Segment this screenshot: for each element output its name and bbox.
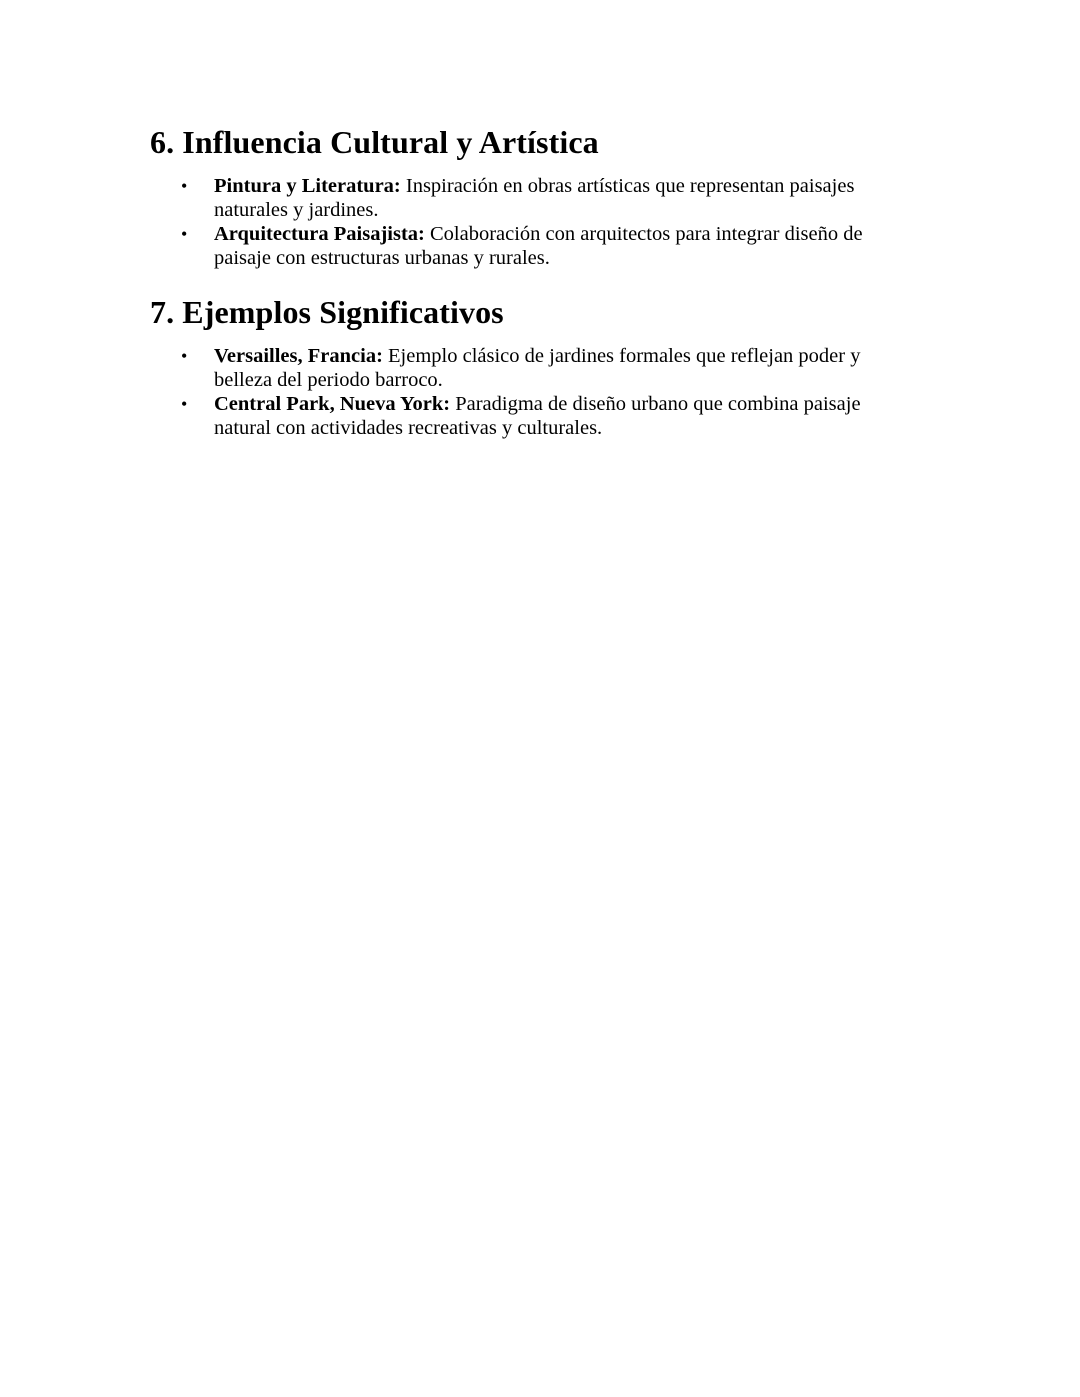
list-item <box>150 344 910 392</box>
document-page <box>150 120 910 460</box>
bullet-icon: • <box>181 176 188 196</box>
section-ejemplos-significativos <box>150 290 910 440</box>
list-item <box>150 174 910 222</box>
bullet-icon: • <box>181 346 188 366</box>
section-title: 7. Ejemplos Significativos <box>150 294 504 330</box>
item-text: Inspiración en obras artísticas que representan paisajes naturales y jardines. <box>214 175 855 221</box>
list-item <box>150 392 910 440</box>
section-title: 6. Influencia Cultural y Artística <box>150 124 599 160</box>
bullet-list <box>150 174 910 270</box>
item-term: Versailles, Francia: <box>214 345 383 367</box>
item-text: Colaboración con arquitectos para integrar diseño de paisaje con estructuras urbanas y rurales. <box>214 223 863 269</box>
section-influencia-cultural <box>150 120 910 270</box>
item-term: Arquitectura Paisajista: <box>214 223 425 245</box>
item-text: Ejemplo clásico de jardines formales que reflejan poder y belleza del periodo barroco. <box>214 345 861 391</box>
item-term: Pintura y Literatura: <box>214 175 401 197</box>
item-text: Paradigma de diseño urbano que combina paisaje natural con actividades recreativas y culturales. <box>214 393 861 439</box>
bullet-icon: • <box>181 394 188 414</box>
item-term: Central Park, Nueva York: <box>214 393 451 415</box>
bullet-icon: • <box>181 224 188 244</box>
list-item <box>150 222 910 270</box>
bullet-list <box>150 344 910 440</box>
